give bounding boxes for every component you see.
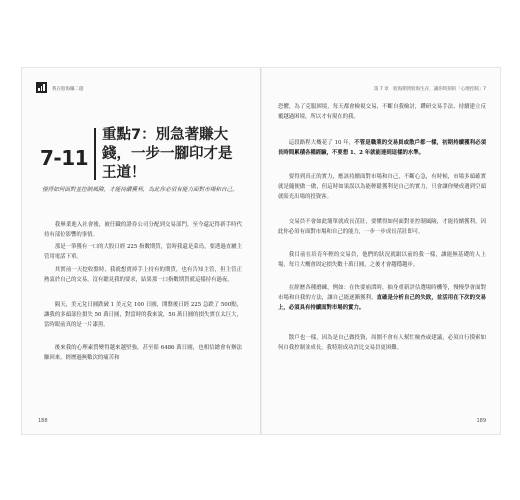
right-paragraph-1: 恐懼，為了克服困境，每天都會檢視交易、不斷自我檢討，鑽研交易手法、持續建立反覆越過困境，所以才有現在的我。 bbox=[278, 104, 486, 121]
left-paragraph-5: 後來我的心理素質變得越來越堅強，甚至賠 6486 萬日圓，也相信總會有辦法賺回來。經歷過無數次的痛苦和 bbox=[44, 345, 242, 362]
chapter-title: 重點7：別急著賺大錢，一步一腳印才是王道！ bbox=[102, 127, 233, 181]
right-paragraph-6: 在經歷各種磨練，例如：在快要崩潰時，抽身重新評估選場時機等，慢慢學會面對市場和自我的方法，讓自己能逐漸獲利，直確是分析自己的失敗，並活用在下次的交易上，必須具有持續面對市場的實力。 bbox=[278, 285, 486, 312]
left-paragraph-4: 隔天，美元兌日圓跌破 1 美元兌 100 日圓，開盤後日經 225 急跌了 500點，讓我的多頭部位損失 50 萬日圓，對當時的我來說，50 萬日圓的損失實在太巨大，當時眼前真的是一片漆黑。 bbox=[44, 302, 242, 329]
running-head-left: 我在股海賺二億 bbox=[52, 87, 84, 92]
bold-emphasis: 不管是職業的交易員或散戶都一樣，初期持續獲利必須長時間累積各種經驗，不要想 1、2 年就能達到這樣的水準。 bbox=[278, 140, 486, 157]
page-number-right: 189 bbox=[476, 418, 486, 424]
right-paragraph-2: 這段路程大概花了 10 年，不管是職業的交易員或散戶都一樣，初期持續獲利必須長時間累積各種經驗，不要想 1、2 年就能達到這樣的水準。 bbox=[278, 140, 486, 157]
open-book bbox=[22, 68, 500, 434]
right-paragraph-5: 我目前在培育年輕的交易員，他們的狀況就跟以前的我一樣，讓能無基礎的人上場，每月大概會固定損失數十萬日圓，之後才會趨穩趨步。 bbox=[278, 252, 486, 269]
left-paragraph-3: 其實前一天挖收盤時，我就想賣掉手上持有的期貨，也有告知主管，但主管正熱衷於自己的交易，沒有聽見我的要求，結果那一口指數期貨就這樣持有過夜。 bbox=[44, 267, 242, 284]
title-divider bbox=[94, 128, 96, 180]
left-paragraph-1: 我畢業進入社會後，被任職的證券公司分配到交易部門，至今還記得新手時代持有部位影響的事情。 bbox=[44, 222, 242, 239]
bold-emphasis: 直確是分析自己的失敗，並活用在下次的交易上，必須具有持續面對市場的實力。 bbox=[278, 295, 486, 312]
chapter-subtitle: 僅得如何面對並控制風險，才能持續獲利，為此你必須有能力面對市場和自己。 bbox=[42, 187, 238, 193]
left-paragraph-2: 那是一筆獲有一口的大股日經 225 指數期貨，當時我還是菜鳥，要透過直屬主管用電話下單。 bbox=[44, 244, 242, 261]
right-paragraph-4: 交易員不會如此簡單就成長茁壯，要懂得如何面對並控制風險，才能持續獲利，因此你必須有面對市場和自己的能力，一步一步成長茁壯即可。 bbox=[278, 219, 486, 236]
page-number-left: 188 bbox=[38, 418, 48, 424]
right-paragraph-3: 要得到真正的實力，應該持續面對市場和自己，不斷心急，有時候，市場多頭確實就是隨便做一做，但這時如果誤以為能輕鬆獲利是自己的實力，只會讓你變成遇到空頭就賠光出場的投資客。 bbox=[278, 174, 486, 201]
bar-chart-logo-icon bbox=[36, 82, 47, 93]
chapter-number: 7-11 bbox=[40, 146, 89, 170]
right-page bbox=[262, 68, 500, 434]
right-paragraph-7: 散戶也一樣，因為是自己做投資，周圍不會有人幫忙檢查或建議，必須自行摸索如何自我控制並成長，我特別成功許比交易員更困難。 bbox=[278, 335, 486, 352]
left-page bbox=[22, 68, 260, 434]
running-head-right: 第 7 章 股海期貨股海生存，讓你時刻的「心理控制」7 bbox=[373, 87, 486, 92]
